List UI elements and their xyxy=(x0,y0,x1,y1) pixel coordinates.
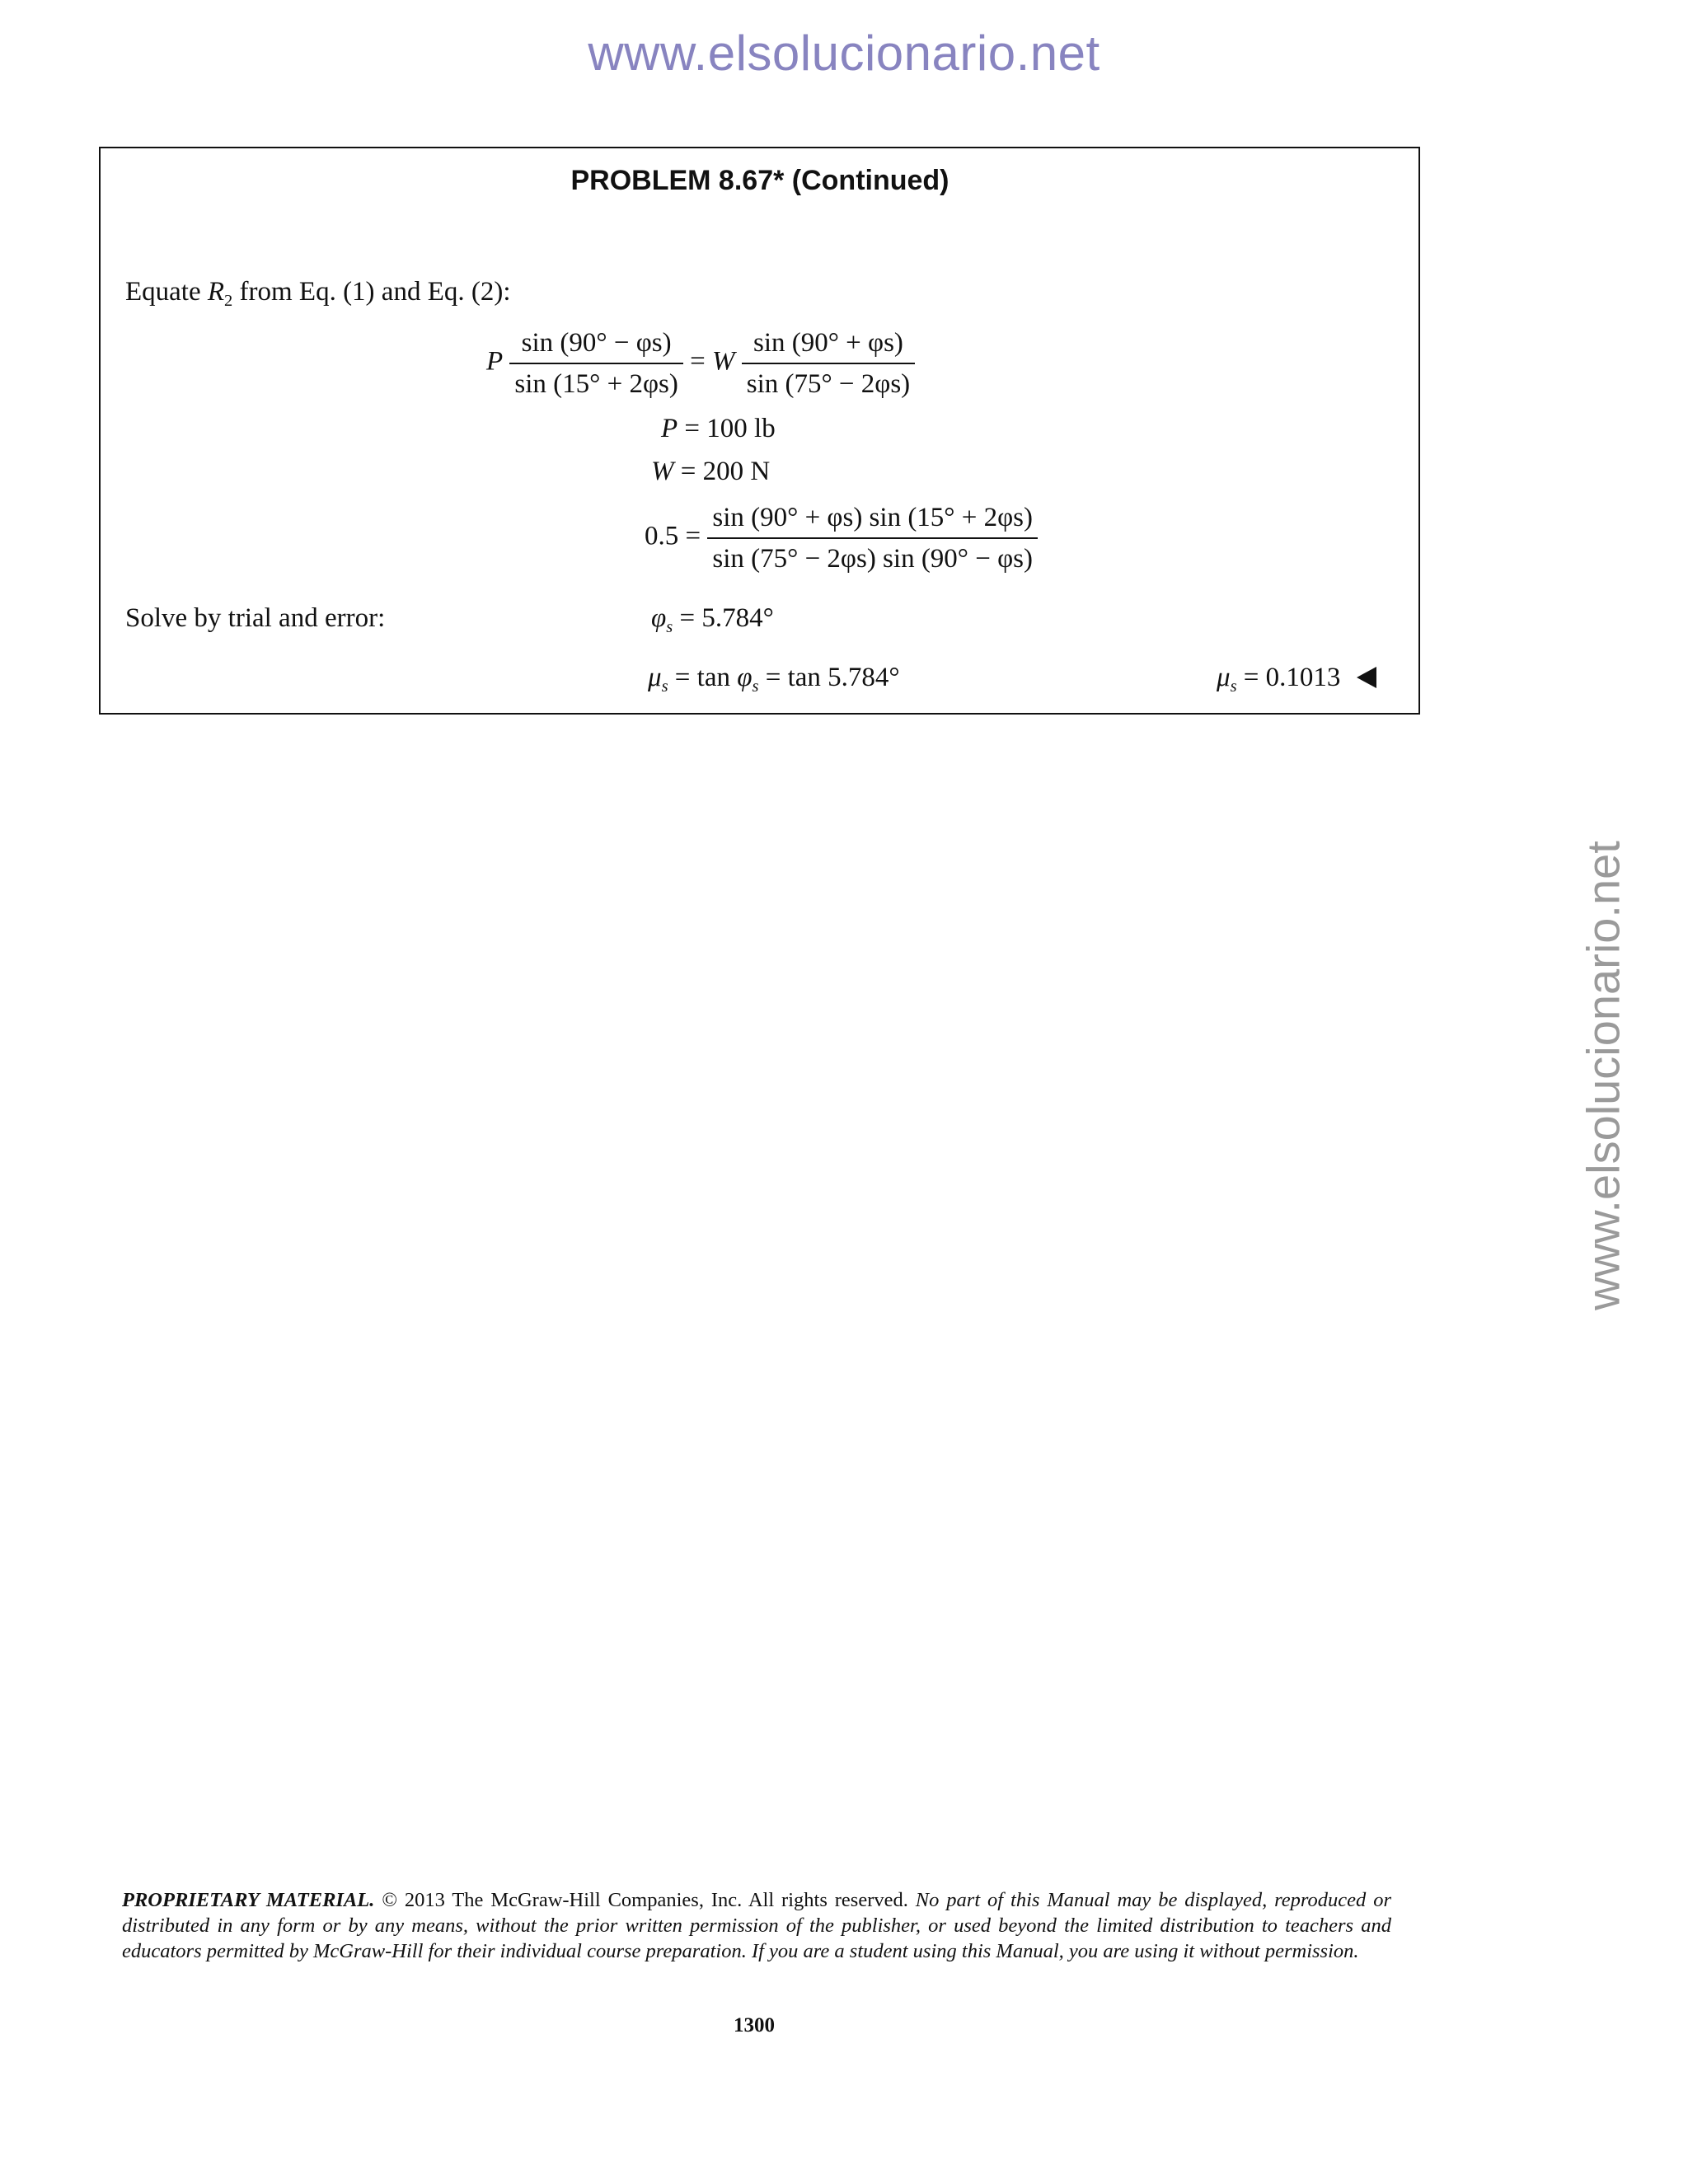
p-value-line xyxy=(661,414,776,444)
final-answer xyxy=(1217,663,1376,696)
eq1-rhs-coef: W xyxy=(711,346,735,377)
eq1-lhs-coef: P xyxy=(486,346,504,377)
answer-sub: s xyxy=(1230,677,1237,696)
w-var: W xyxy=(651,457,674,486)
p-value: = 100 lb xyxy=(678,414,776,443)
w-value: = 200 N xyxy=(673,457,771,486)
eq1-lhs-numerator: sin (90° − φs) xyxy=(509,323,682,364)
footer-plain: © 2013 The McGraw-Hill Companies, Inc. All rights reserved. xyxy=(374,1889,916,1911)
eq2-denominator: sin (75° − 2φs) sin (90° − φs) xyxy=(712,544,1033,574)
eq1-rhs-denominator: sin (75° − 2φs) xyxy=(746,369,911,399)
footer-italic: No part of this Manual may be displayed, reproduced or distributed in any form or by any means, without the prior written permission of the publisher, or used beyond the limited distribution to teachers and educators permitted by McGraw-Hill for their individual course preparation. If you are a student using this Manual, you are using it without permission. xyxy=(122,1889,1391,1962)
equation-1 xyxy=(486,323,915,404)
eq1-rhs-fraction xyxy=(742,323,915,404)
solution-box xyxy=(99,147,1420,715)
phi-var: φ xyxy=(651,603,667,633)
page-number: 1300 xyxy=(734,2014,775,2036)
eq1-equals: = xyxy=(690,346,712,377)
eq1-lhs-fraction xyxy=(509,323,682,404)
answer-value: = 0.1013 xyxy=(1236,663,1341,692)
solve-label: Solve by trial and error: xyxy=(125,603,386,633)
answer-var: μ xyxy=(1217,663,1231,692)
mu-rest: = tan 5.784° xyxy=(758,663,900,692)
w-value-line xyxy=(651,457,770,487)
watermark-side: www.elsolucionario.net xyxy=(1577,841,1629,1310)
phi-sub: s xyxy=(666,618,673,637)
eq2-fraction xyxy=(707,498,1038,579)
intro-line xyxy=(125,277,511,311)
mu-phi-var: φ xyxy=(737,663,753,692)
intro-before: Equate xyxy=(125,277,208,307)
intro-var: R xyxy=(207,277,225,307)
eq1-lhs-denominator: sin (15° + 2φs) xyxy=(514,369,678,399)
phi-value: = 5.784° xyxy=(673,603,774,633)
phi-result xyxy=(651,603,774,637)
watermark-top: www.elsolucionario.net xyxy=(588,26,1100,81)
footer-bold-label: PROPRIETARY MATERIAL. xyxy=(122,1889,375,1911)
eq2-lhs: 0.5 = xyxy=(645,521,701,551)
problem-title: PROBLEM 8.67* (Continued) xyxy=(570,165,950,196)
intro-sub: 2 xyxy=(224,292,233,311)
mu-calculation xyxy=(648,663,900,696)
eq1-rhs-numerator: sin (90° + φs) xyxy=(742,323,915,364)
eq2-numerator: sin (90° + φs) sin (15° + 2φs) xyxy=(707,498,1038,539)
mu-mid: = tan xyxy=(668,663,738,692)
copyright-footer xyxy=(122,1887,1391,1964)
mu-var: μ xyxy=(648,663,662,692)
intro-after: from Eq. (1) and Eq. (2): xyxy=(232,277,511,307)
mu-sub: s xyxy=(661,677,668,696)
answer-marker-icon xyxy=(1357,667,1376,688)
mu-phi-sub: s xyxy=(752,677,759,696)
equation-2 xyxy=(645,498,1038,579)
p-var: P xyxy=(661,414,678,443)
